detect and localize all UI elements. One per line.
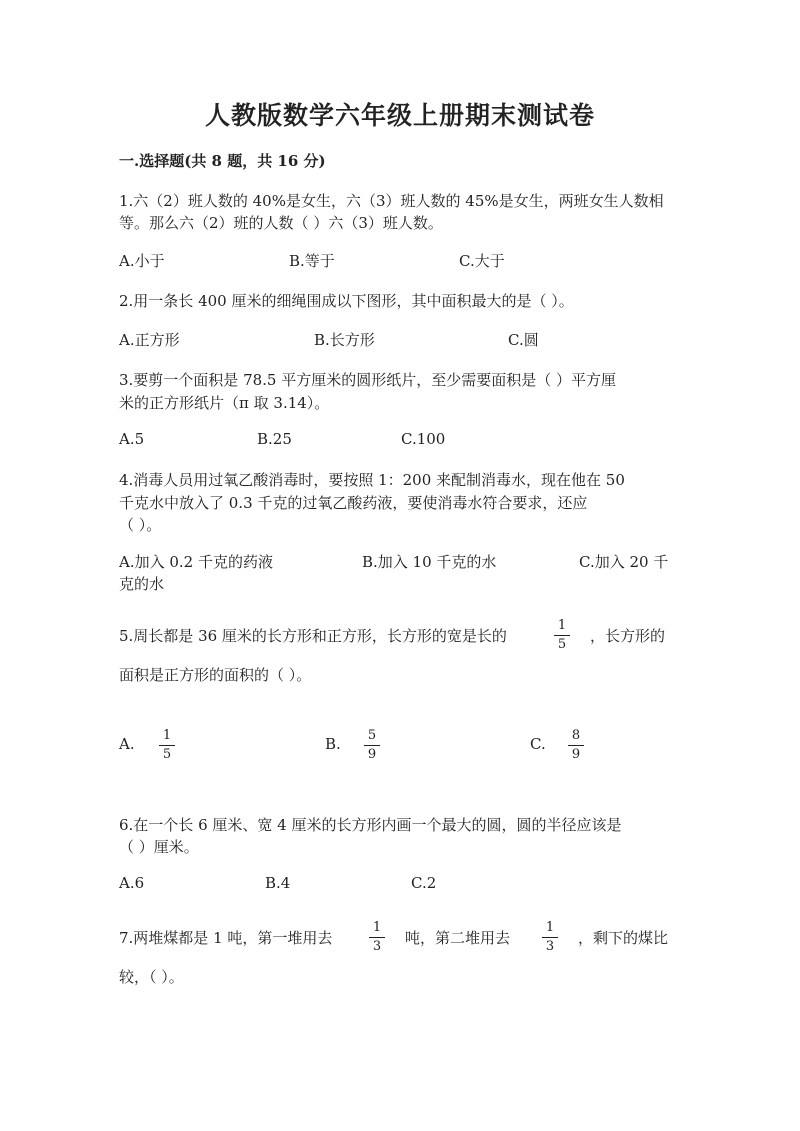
q5-line1-part1: 5.周长都是 36 厘米的长方形和正方形，长方形的宽是长的 <box>119 627 507 645</box>
q3-option-b[interactable]: B.25 <box>257 430 292 448</box>
fraction-bar <box>159 745 175 746</box>
q7-line2: 较，（ ）。 <box>119 968 184 986</box>
q3-line1: 3.要剪一个面积是 78.5 平方厘米的圆形纸片，至少需要面积是（ ）平方厘 <box>119 371 617 389</box>
q1-line1: 1.六（2）班人数的 40%是女生，六（3）班人数的 45%是女生，两班女生人数相 <box>119 192 664 210</box>
q5-option-b-numerator: 5 <box>367 728 377 743</box>
q1-option-c[interactable]: C.大于 <box>459 252 505 270</box>
q5-option-b-label[interactable]: B. <box>325 735 341 753</box>
q6-line2: （ ）厘米。 <box>119 838 199 856</box>
q5-option-c-fraction[interactable] <box>567 729 585 762</box>
q5-option-c-label[interactable]: C. <box>530 735 546 753</box>
q5-option-a-numerator: 1 <box>162 728 172 743</box>
q6-option-b[interactable]: B.4 <box>265 874 291 892</box>
q4-option-c-continued: 克的水 <box>119 575 165 593</box>
q2-option-a[interactable]: A.正方形 <box>119 331 180 349</box>
q6-line1: 6.在一个长 6 厘米、宽 4 厘米的长方形内画一个最大的圆，圆的半径应该是 <box>119 816 622 834</box>
q7-line1-part2: 吨，第二堆用去 <box>405 929 511 947</box>
q6-option-a[interactable]: A.6 <box>119 874 145 892</box>
q2-option-c[interactable]: C.圆 <box>508 331 539 349</box>
q5-option-a-fraction[interactable] <box>158 729 176 762</box>
q7-fraction-1-denominator: 3 <box>372 939 382 954</box>
q1-line2: 等。那么六（2）班的人数（ ）六（3）班人数。 <box>119 214 443 232</box>
q7-fraction-1 <box>368 921 386 954</box>
q7-line1-part3: ，剩下的煤比 <box>578 929 669 947</box>
fraction-bar <box>369 937 385 938</box>
q4-option-c[interactable]: C.加入 20 千 <box>579 553 669 571</box>
q5-option-a-denominator: 5 <box>162 747 172 762</box>
section-heading: 一.选择题(共 8 题，共 16 分) <box>119 152 326 170</box>
q5-option-b-denominator: 9 <box>367 747 377 762</box>
fraction-bar <box>364 745 380 746</box>
q4-line2: 千克水中放入了 0.3 千克的过氧乙酸药液，要使消毒水符合要求，还应 <box>119 494 588 512</box>
q4-option-b[interactable]: B.加入 10 千克的水 <box>362 553 497 571</box>
page-title: 人教版数学六年级上册期末测试卷 <box>204 101 595 130</box>
q1-option-a[interactable]: A.小于 <box>119 252 165 270</box>
q5-fraction <box>553 619 571 652</box>
q7-fraction-1-numerator: 1 <box>372 920 382 935</box>
q5-fraction-numerator: 1 <box>557 618 567 633</box>
q4-option-a[interactable]: A.加入 0.2 千克的药液 <box>119 553 273 571</box>
fraction-bar <box>554 635 570 636</box>
fraction-bar <box>542 937 558 938</box>
q5-option-a-label[interactable]: A. <box>119 735 135 753</box>
q7-fraction-2-denominator: 3 <box>545 939 555 954</box>
q2-line1: 2.用一条长 400 厘米的细绳围成以下图形，其中面积最大的是（ ）。 <box>119 292 574 310</box>
q5-line1-part2: ，长方形的 <box>590 627 666 645</box>
q4-line3: （ ）。 <box>119 516 162 534</box>
q6-option-c[interactable]: C.2 <box>411 874 437 892</box>
q7-fraction-2-numerator: 1 <box>545 920 555 935</box>
q7-line1-part1: 7.两堆煤都是 1 吨，第一堆用去 <box>119 929 333 947</box>
q5-fraction-denominator: 5 <box>557 637 567 652</box>
q3-line2: 米的正方形纸片（π 取 3.14）。 <box>119 394 330 412</box>
q5-option-c-numerator: 8 <box>571 728 581 743</box>
q5-line2: 面积是正方形的面积的（ ）。 <box>119 666 312 684</box>
q3-option-c[interactable]: C.100 <box>401 430 446 448</box>
q1-option-b[interactable]: B.等于 <box>289 252 335 270</box>
q5-option-b-fraction[interactable] <box>363 729 381 762</box>
q2-option-b[interactable]: B.长方形 <box>314 331 375 349</box>
q3-option-a[interactable]: A.5 <box>119 430 145 448</box>
q7-fraction-2 <box>541 921 559 954</box>
q4-line1: 4.消毒人员用过氧乙酸消毒时，要按照 1：200 来配制消毒水，现在他在 50 <box>119 471 625 489</box>
fraction-bar <box>568 745 584 746</box>
q5-option-c-denominator: 9 <box>571 747 581 762</box>
